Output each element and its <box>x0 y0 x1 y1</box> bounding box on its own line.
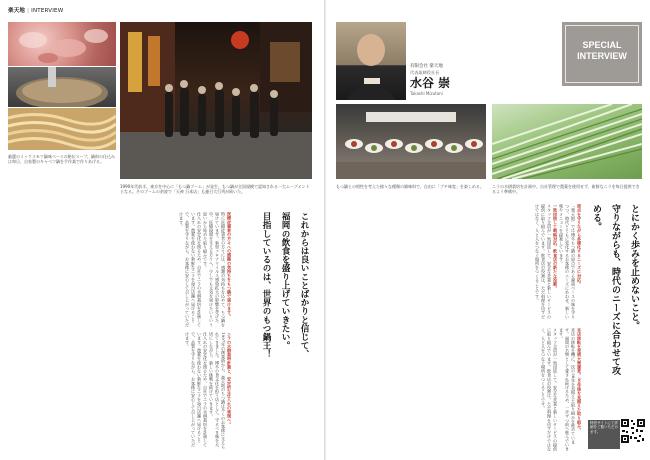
lead-line1: とにかく歩みを止めないこと。 <box>629 204 639 330</box>
left-heading-line3: 目指しているのは、世界のもつ鍋王！ <box>261 212 271 359</box>
subhead-origin: 原点を守りながら多様化するニーズに対応。 <box>577 204 582 286</box>
interviewee-block <box>410 64 480 96</box>
condiments-graphic <box>336 104 486 179</box>
qr-caption-badge: 特設サイトにて詳細をご覧いただけます。 <box>588 420 620 449</box>
brand-label: 楽天地 <box>8 8 26 14</box>
special-line1: SPECIAL <box>582 40 622 50</box>
interviewee-romaji: Takashi Mizutani <box>410 91 443 96</box>
right-body-lower <box>366 328 582 452</box>
broth-pot-graphic <box>8 67 116 107</box>
caption-nira: ニラの水耕栽培を計画中。自社管理で農薬を使用せず、新鮮なニラを毎日提供できるよう準備中。 <box>492 184 640 195</box>
qr-code-graphic <box>620 418 646 444</box>
interviewee-name: 水谷 崇 <box>410 76 451 90</box>
photo-raw-motsu <box>8 22 116 66</box>
caption-street: 1990年代前半。東京を中心に「もつ鍋ブーム」が発生。もつ鍋が全国規模で認知される一大ムーブメントとなる。そのブームの余波で「天神 日本店」も連日大行列が続いた。 <box>120 184 310 195</box>
body-col-5: スタッフ全員が一致団結して、安全な営業と新しいサービスの提供に取り組んでいます。飲食店の役割は、ただ料理を出すだけではなく、人と人をつなぐ場所をつくることです。 <box>535 204 552 319</box>
photo-condiments <box>336 104 486 179</box>
left-heading-line1: これからは良いことばかりと信じて、 <box>299 212 309 359</box>
lead-statement <box>588 204 644 380</box>
portrait-graphic <box>336 22 406 100</box>
body-col-3: 1997年の創業時から、楽天地のもつ鍋は多くのお客様に支えられてきました。博多の食文化を担う店として、守るべき味を大切にしながら、新しい挑戦を続けていきます。 <box>209 332 226 450</box>
body-col-5-cont: スタッフ全員が一致団結して、安全な営業と新しいサービスの提供に取り組んでいます。飲食店の役割は、ただ料理を出すだけではなく、人と人をつなぐ場所をつくることです。 <box>541 328 558 451</box>
left-heading <box>240 212 314 448</box>
subhead-unity: 一致団結して戦略対応、飲食店の新たな役割。 <box>553 204 558 291</box>
subhead-future: 本店移転を発展大衆運営。30年後を見据えた取り組み。 <box>577 328 582 433</box>
night-street-graphic <box>120 22 312 179</box>
noodles-graphic <box>8 108 116 150</box>
body-col-2: 仕入れの安定化を図るため、自社でニラの水耕栽培を計画しています。農薬を使わない新鮮なニラを毎日店舗へ届けることで、品質を守りながら、お客様に安心して召し上がっていただけます。 <box>179 212 202 327</box>
subhead-nira: ニラの水耕栽培計画と、安定的な仕入れの実現へ。 <box>227 332 232 427</box>
body-col-1: 特に医療従事者の方々には、感謝の気持ちを込めて、もつ鍋を届けています。新型コロナウイルス感染拡大の影響を受けた中、医療現場を支える方々へ、少しでも元気を届けたいという思いから始めた取り組みです。 <box>203 212 226 327</box>
qr-code[interactable] <box>620 418 646 444</box>
caption-condiments: もつ鍋との相性を考えた様々な種類の調味料で、自由に「ブチ味変」を楽しめる。 <box>336 184 484 189</box>
photo-broth-pot <box>8 67 116 107</box>
special-line2: INTERVIEW <box>577 51 627 61</box>
company-name: 有限会社 楽天地 <box>410 64 443 69</box>
raw-motsu-graphic <box>8 22 116 66</box>
photo-noodles <box>8 108 116 150</box>
job-title: 代表取締役社長 <box>410 70 440 75</box>
photo-night-street <box>120 22 312 179</box>
section-header: 楽天地 | INTERVIEW <box>8 8 64 14</box>
subhead-medical: 医療従事者の方々への感謝の気持ちをもつ鍋で届けます。 <box>227 212 232 319</box>
left-page <box>0 0 324 460</box>
left-heading-line2: 福岡の飲食を盛り上げていきたい。 <box>280 212 290 350</box>
left-body-lower <box>8 332 232 450</box>
photo-portrait <box>336 22 406 100</box>
photo-nira <box>492 104 642 179</box>
right-page <box>326 0 650 460</box>
right-body-upper <box>336 204 582 322</box>
body-col-4: 「楽天地」では博多もつ鍋の原点である醤油ベースの味を守りつつ、時代とともに変化するお客様のニーズにあわせ、新しい味やメニューを提案しています。 <box>559 204 576 319</box>
body-col-2-cont: 仕入れの安定化を図るため、自社でニラの水耕栽培を計画しています。農薬を使わない新鮮なニラを毎日店舗へ届けることで、品質を守りながら、お客様に安心して召し上がっていただけます。 <box>185 332 208 447</box>
left-body-upper <box>8 212 232 328</box>
section-label: INTERVIEW <box>31 8 64 14</box>
body-col-6: 本店の移転を機に、次の30年を見据えた取り組みを進めています。福岡の名物として愛され続けるため、一歩ずつ前へ進んでいきます。 <box>559 328 576 451</box>
nira-graphic <box>492 104 642 179</box>
caption-food: 厳選のミックスモツ鍋味ベースの秘伝スープ。鍋料の仕込みは毎日、自家製のキャベツ鍋を手作業で作りあげる。 <box>8 154 115 165</box>
lead-line2: 守りながらも、時代のニーズに合わせて攻める。 <box>591 204 620 375</box>
special-interview-box <box>562 22 642 86</box>
